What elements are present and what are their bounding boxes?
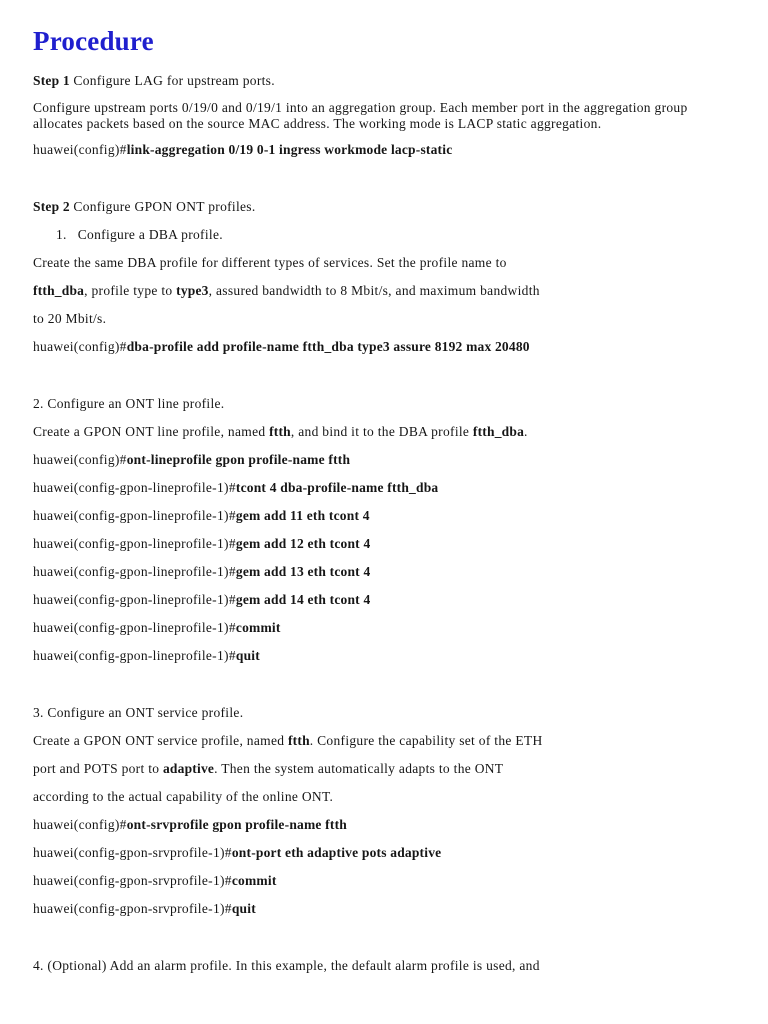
cmd-tcont [33,474,738,502]
text-run: huawei(config)# [33,339,127,354]
text-run-bold: ont-srvprofile gpon profile-name ftth [126,817,347,832]
text-run: Configure upstream ports 0/19/0 and 0/19/1 into an aggregation group. Each member port in the aggregation group allocates packets based on the source MAC address. The working mode is LACP static aggregation. [33,100,688,131]
text-run: . [524,424,528,439]
cmd-gem-add-11 [33,502,738,530]
text-run: huawei(config)# [33,817,127,832]
text-run-bold: ftth [287,733,310,748]
text-run: huawei(config)# [33,452,127,467]
service-profile-text-line-1 [33,727,738,755]
dba-profile-text-line-2 [33,277,738,305]
text-run: huawei(config)# [33,142,127,157]
step-1-description [33,100,738,132]
text-run: huawei(config-gpon-lineprofile-1)# [33,480,236,495]
text-run-bold: ftth_dba [33,283,85,298]
service-profile-text-line-3 [33,783,738,811]
spacer [33,923,738,952]
text-run-bold: gem add 12 eth tcont 4 [235,536,371,551]
list-item-2 [33,390,738,418]
text-run: huawei(config-gpon-srvprofile-1)# [33,901,232,916]
text-run-bold: ont-lineprofile gpon profile-name ftth [126,452,351,467]
cmd-gem-add-14 [33,586,738,614]
cmd-srvprofile-commit [33,867,738,895]
text-run-bold: quit [231,901,256,916]
list-item-4 [33,952,738,980]
text-run: 1. Configure a DBA profile. [56,227,223,242]
cmd-gem-add-12 [33,530,738,558]
step-1-heading [33,67,738,95]
text-run: , assured bandwidth to 8 Mbit/s, and maximum bandwidth [208,283,540,298]
cmd-srvprofile-quit [33,895,738,923]
text-run-bold: commit [231,873,277,888]
text-run: . Then the system automatically adapts to the ONT [214,761,504,776]
text-run: Configure LAG for upstream ports. [73,73,275,88]
cmd-lineprofile-commit [33,614,738,642]
cmd-ont-lineprofile [33,446,738,474]
text-run-bold: link-aggregation 0/19 0-1 ingress workmode lacp-static [126,142,453,157]
spacer [33,164,738,193]
spacer [33,361,738,390]
dba-profile-text-line-3 [33,305,738,333]
page-title [33,26,738,57]
service-profile-text-line-2 [33,755,738,783]
cmd-ont-port [33,839,738,867]
cmd-ont-srvprofile [33,811,738,839]
text-run-bold: gem add 11 eth tcont 4 [235,508,370,523]
text-run-bold: tcont 4 dba-profile-name ftth_dba [235,480,439,495]
list-item-1 [33,221,738,249]
text-run-bold: ont-port eth adaptive pots adaptive [231,845,442,860]
text-run-bold: ftth [269,424,291,439]
step-2-heading [33,193,738,221]
text-run-bold: gem add 14 eth tcont 4 [235,592,371,607]
text-run: Create a GPON ONT line profile, named [33,424,270,439]
text-run-bold: commit [235,620,281,635]
text-run: , and bind it to the DBA profile [290,424,473,439]
text-run: huawei(config-gpon-lineprofile-1)# [33,508,236,523]
text-run: huawei(config-gpon-srvprofile-1)# [33,845,232,860]
line-profile-text [33,418,738,446]
text-run: 3. Configure an ONT service profile. [33,705,244,720]
cmd-gem-add-13 [33,558,738,586]
dba-profile-text-line-1 [33,249,738,277]
text-run: huawei(config-gpon-lineprofile-1)# [33,592,236,607]
text-run-bold: dba-profile add profile-name ftth_dba type3 assure 8192 max 20480 [126,339,530,354]
text-run: huawei(config-gpon-lineprofile-1)# [33,648,236,663]
text-run: Create the same DBA profile for different types of services. Set the profile name to [33,255,507,270]
text-run: port and POTS port to [33,761,163,776]
text-run: huawei(config-gpon-lineprofile-1)# [33,564,236,579]
text-run-bold: gem add 13 eth tcont 4 [235,564,371,579]
spacer [33,670,738,699]
text-run: to 20 Mbit/s. [33,311,107,326]
list-item-3 [33,699,738,727]
text-run: 4. (Optional) Add an alarm profile. In this example, the default alarm profile is used, and [33,958,540,973]
text-run-bold: Procedure [33,26,154,56]
text-run-bold: adaptive [162,761,215,776]
text-run: huawei(config-gpon-lineprofile-1)# [33,536,236,551]
text-run: Create a GPON ONT service profile, named [33,733,288,748]
text-run: . Configure the capability set of the ETH [309,733,543,748]
cmd-link-aggregation [33,136,738,164]
text-run: 2. Configure an ONT line profile. [33,396,225,411]
text-run-bold: ftth_dba [472,424,525,439]
cmd-lineprofile-quit [33,642,738,670]
text-run: , profile type to [84,283,177,298]
cmd-dba-profile [33,333,738,361]
text-run: Configure GPON ONT profiles. [73,199,256,214]
text-run: huawei(config-gpon-srvprofile-1)# [33,873,232,888]
text-run-bold: type3 [176,283,209,298]
text-run: according to the actual capability of the online ONT. [33,789,334,804]
text-run-bold: quit [235,648,260,663]
text-run-bold: Step 1 [33,73,74,88]
text-run: huawei(config-gpon-lineprofile-1)# [33,620,236,635]
text-run-bold: Step 2 [33,199,74,214]
document-body [33,26,738,980]
